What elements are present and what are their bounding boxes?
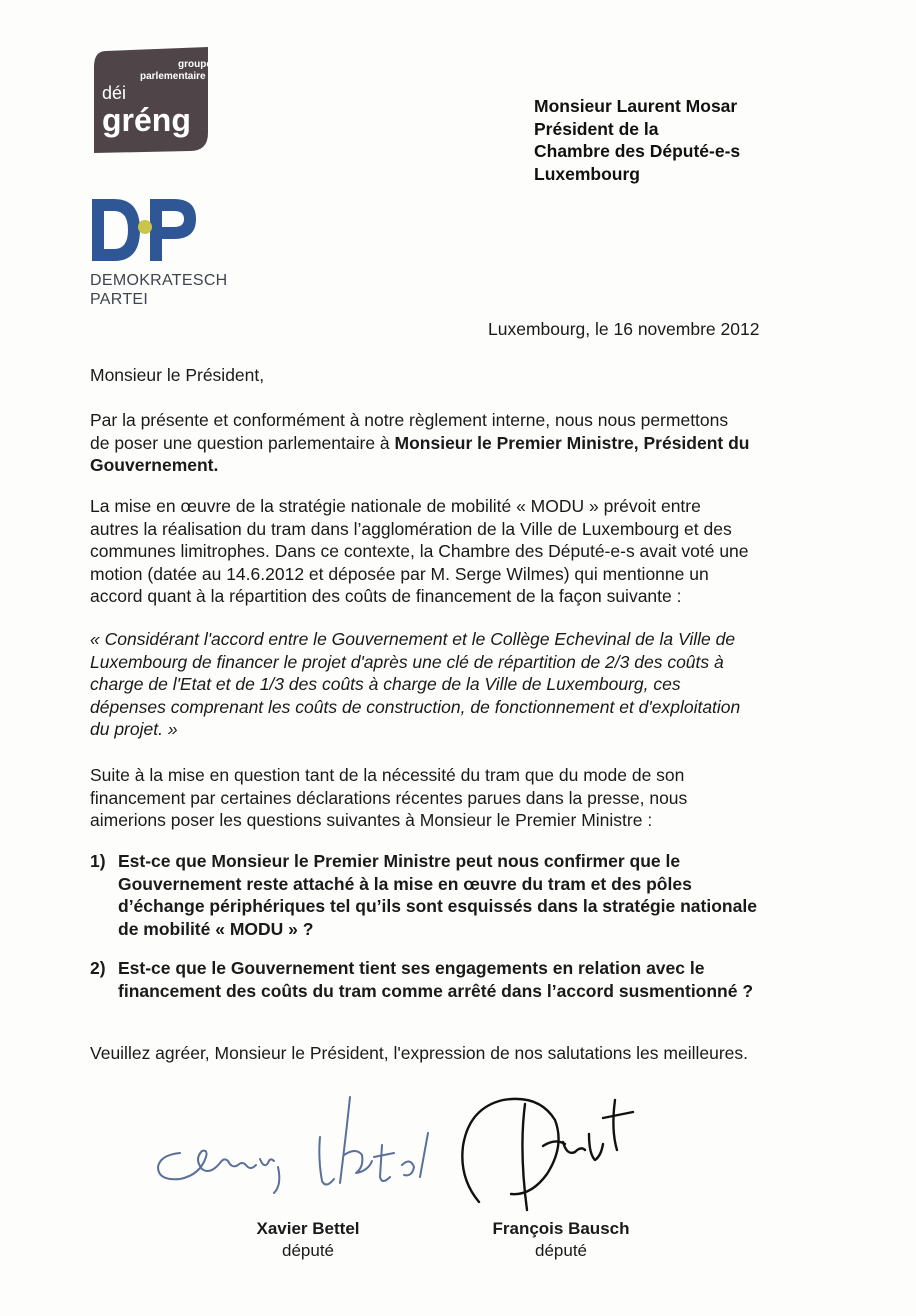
paragraph-intro-line1: Par la présente et conformément à notre règlement interne, nous nous permettons bbox=[90, 410, 729, 430]
dp-name-line2: PARTEI bbox=[90, 291, 149, 308]
paragraph-context-line1: La mise en œuvre de la stratégie nationale de mobilité « MODU » prévoit entre bbox=[90, 496, 701, 516]
closing-formula: Veuillez agréer, Monsieur le Président, l'expression de nos salutations les meilleures. bbox=[90, 1043, 748, 1063]
dp-party-name bbox=[90, 271, 228, 309]
question-2 bbox=[90, 957, 850, 1003]
paragraph-questions-intro bbox=[90, 764, 830, 832]
dp-logo bbox=[90, 197, 200, 263]
signatory-bausch-title: député bbox=[535, 1241, 587, 1260]
dei-greng-logo bbox=[92, 47, 212, 153]
paragraph-intro-line3: Gouvernement. bbox=[90, 455, 219, 475]
recipient-line2: Président de la bbox=[534, 118, 659, 139]
paragraph-intro bbox=[90, 409, 830, 477]
question-1-line1: Est-ce que Monsieur le Premier Ministre peut nous confirmer que le bbox=[118, 851, 681, 871]
motion-quote-line5: du projet. » bbox=[90, 719, 178, 739]
question-2-number: 2) bbox=[90, 958, 106, 978]
paragraph-intro-line2-plain: de poser une question parlementaire à bbox=[90, 432, 395, 453]
paragraph-context-line4: motion (datée au 14.6.2012 et déposée par M. Serge Wilmes) qui mentionne un bbox=[90, 563, 709, 584]
question-1 bbox=[90, 850, 850, 942]
greng-logo-line4: gréng bbox=[102, 102, 191, 138]
question-2-line1: Est-ce que le Gouvernement tient ses engagements en relation avec le bbox=[118, 958, 705, 978]
signatory-bettel-name: Xavier Bettel bbox=[256, 1219, 360, 1238]
paragraph-questions-intro-line3: aimerions poser les questions suivantes à Monsieur le Premier Ministre : bbox=[90, 810, 653, 830]
salutation: Monsieur le Président, bbox=[90, 365, 265, 385]
motion-quote-line2: Luxembourg de financer le projet d'après une clé de répartition de 2/3 des coûts à bbox=[90, 651, 724, 672]
paragraph-context-line2: autres la réalisation du tram dans l’agglomération de la Ville de Luxembourg et des bbox=[90, 518, 732, 539]
signatory-bausch-name: François Bausch bbox=[492, 1219, 630, 1238]
question-2-line2: financement des coûts du tram comme arrêté dans l’accord susmentionné ? bbox=[118, 980, 754, 1001]
paragraph-context-line3: communes limitrophes. Dans ce contexte, la Chambre des Député-e-s avait voté une bbox=[90, 541, 749, 561]
signature-bettel bbox=[150, 1095, 440, 1195]
greng-logo-line2: parlementaire bbox=[140, 71, 206, 82]
question-1-number: 1) bbox=[90, 851, 106, 871]
motion-quote bbox=[90, 628, 830, 741]
paragraph-questions-intro-line1: Suite à la mise en question tant de la nécessité du tram que du mode de son bbox=[90, 765, 685, 785]
signatory-bettel-title: député bbox=[282, 1241, 334, 1260]
motion-quote-line1: « Considérant l'accord entre le Gouvernement et le Collège Echevinal de la Ville de bbox=[90, 629, 736, 649]
motion-quote-line3: charge de l'Etat et de 1/3 des coûts à charge de la Ville de Luxembourg, ces bbox=[90, 674, 681, 694]
question-1-line3: d’échange périphériques tel qu’ils sont esquissés dans la stratégie nationale bbox=[118, 896, 757, 916]
dp-name-line1: DEMOKRATESCH bbox=[90, 272, 228, 289]
paragraph-context-line5: accord quant à la répartition des coûts de financement de la façon suivante : bbox=[90, 586, 682, 606]
signatory-bettel bbox=[248, 1218, 368, 1262]
signature-bausch bbox=[455, 1090, 645, 1215]
paragraph-intro-line2-bold: Monsieur le Premier Ministre, Président du bbox=[394, 432, 750, 453]
paragraph-context bbox=[90, 495, 830, 608]
question-1-text bbox=[118, 850, 850, 940]
letter-date: Luxembourg, le 16 novembre 2012 bbox=[488, 319, 760, 339]
recipient-line4: Luxembourg bbox=[534, 163, 640, 184]
signatory-bausch bbox=[486, 1218, 636, 1262]
question-2-text bbox=[118, 957, 850, 1002]
paragraph-intro-line2 bbox=[90, 432, 830, 455]
question-1-line2: Gouvernement reste attaché à la mise en œuvre du tram et des pôles bbox=[118, 873, 692, 894]
greng-logo-line3: déi bbox=[102, 83, 127, 103]
motion-quote-line4: dépenses comprenant les coûts de construction, de fonctionnement et d'exploitation bbox=[90, 696, 741, 717]
recipient-line1: Monsieur Laurent Mosar bbox=[534, 96, 738, 116]
greng-logo-line1: groupe bbox=[178, 59, 212, 70]
recipient-line3: Chambre des Député-e-s bbox=[534, 141, 741, 161]
recipient-address bbox=[534, 95, 740, 185]
paragraph-questions-intro-line2: financement par certaines déclarations récentes parues dans la presse, nous bbox=[90, 787, 688, 808]
question-1-line4: de mobilité « MODU » ? bbox=[118, 918, 314, 939]
